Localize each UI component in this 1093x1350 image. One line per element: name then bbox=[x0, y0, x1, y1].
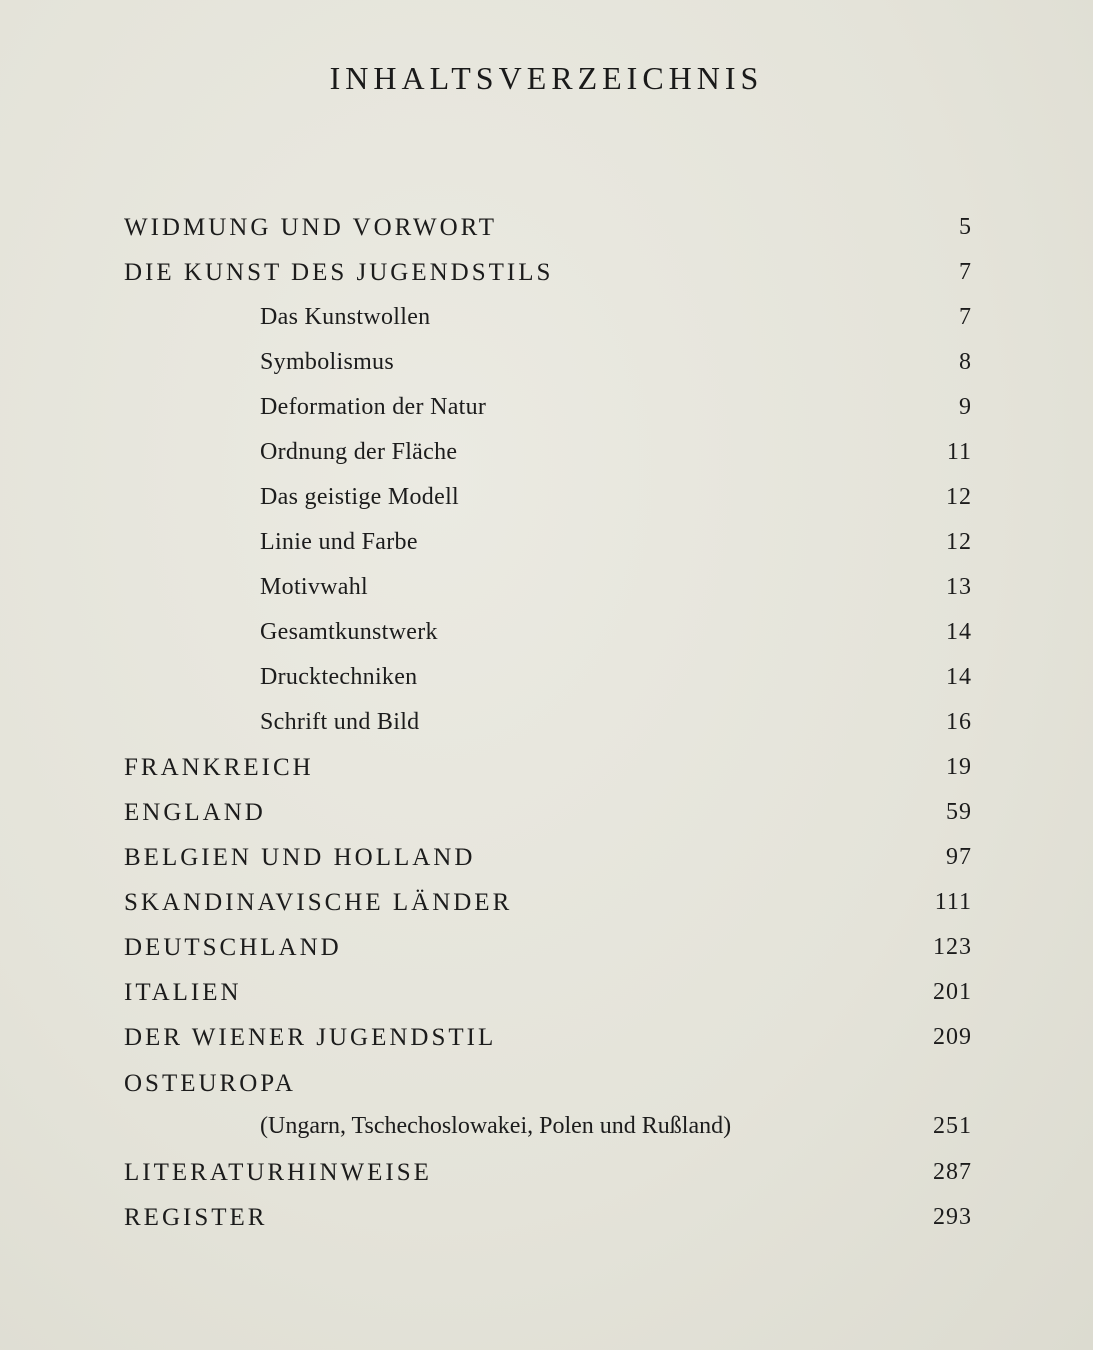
toc-entry-label: LITERATURHINWEISE bbox=[124, 1158, 432, 1186]
toc-entry-page: 19 bbox=[946, 754, 972, 780]
toc-subentry-label: Das Kunstwollen bbox=[260, 304, 431, 330]
toc-entry-sublabel: (Ungarn, Tschechoslowakei, Polen und Rußland) bbox=[260, 1113, 732, 1139]
toc-subentry-label: Schrift und Bild bbox=[260, 709, 420, 735]
toc-entry bbox=[124, 250, 972, 295]
toc-entry bbox=[124, 970, 972, 1015]
toc-subentry bbox=[124, 700, 972, 745]
toc-entry-label: BELGIEN UND HOLLAND bbox=[124, 843, 476, 871]
toc-subentry-page: 11 bbox=[946, 439, 972, 465]
toc-subentry bbox=[124, 430, 972, 475]
toc-entry bbox=[124, 880, 972, 925]
toc-subentry bbox=[124, 565, 972, 610]
toc-entry-page: 7 bbox=[959, 259, 972, 285]
toc-entry bbox=[124, 1015, 972, 1060]
toc-entry bbox=[124, 745, 972, 790]
toc-entry-page: 287 bbox=[933, 1159, 972, 1185]
toc-entry-page: 5 bbox=[959, 214, 972, 240]
toc-entry-subline bbox=[124, 1105, 972, 1147]
toc-entry-page: 123 bbox=[933, 934, 972, 960]
toc-subentry-label: Gesamtkunstwerk bbox=[260, 619, 438, 645]
toc-subentry-page: 12 bbox=[946, 484, 972, 510]
toc-entry bbox=[124, 835, 972, 880]
toc-subentry-label: Linie und Farbe bbox=[260, 529, 418, 555]
page-title: INHALTSVERZEICHNIS bbox=[329, 60, 764, 96]
toc-entry-label: FRANKREICH bbox=[124, 753, 314, 781]
toc-subentry-label: Das geistige Modell bbox=[260, 484, 460, 510]
toc-entry-label: DEUTSCHLAND bbox=[124, 933, 342, 961]
table-of-contents bbox=[124, 205, 972, 1240]
toc-entry-page: 293 bbox=[933, 1204, 972, 1230]
toc-entry-label: DIE KUNST DES JUGENDSTILS bbox=[124, 258, 554, 286]
toc-entry bbox=[124, 1195, 972, 1240]
toc-subentry bbox=[124, 655, 972, 700]
toc-entry bbox=[124, 925, 972, 970]
toc-subentry bbox=[124, 340, 972, 385]
toc-entry-label: ITALIEN bbox=[124, 978, 242, 1006]
toc-subentry-page: 14 bbox=[946, 619, 972, 645]
toc-entry-page: 97 bbox=[946, 844, 972, 870]
toc-subentry-label: Ordnung der Fläche bbox=[260, 439, 458, 465]
toc-subentry-label: Drucktechniken bbox=[260, 664, 418, 690]
toc-subentry-page: 9 bbox=[959, 394, 972, 420]
toc-entry-label: DER WIENER JUGENDSTIL bbox=[124, 1023, 497, 1051]
toc-entry-page: 111 bbox=[934, 889, 972, 915]
toc-subentry bbox=[124, 475, 972, 520]
toc-entry bbox=[124, 790, 972, 835]
toc-entry-label: REGISTER bbox=[124, 1203, 268, 1231]
toc-entry-label: WIDMUNG UND VORWORT bbox=[124, 213, 498, 241]
toc-subentry bbox=[124, 610, 972, 655]
toc-entry-two-line bbox=[124, 1060, 972, 1150]
toc-entry-label: SKANDINAVISCHE LÄNDER bbox=[124, 888, 513, 916]
toc-subentry-label: Symbolismus bbox=[260, 349, 394, 375]
toc-subentry bbox=[124, 295, 972, 340]
toc-entry-label: OSTEUROPA bbox=[124, 1070, 296, 1097]
toc-subentry-page: 16 bbox=[946, 709, 972, 735]
toc-subentry-page: 14 bbox=[946, 664, 972, 690]
toc-subentry bbox=[124, 385, 972, 430]
toc-entry bbox=[124, 1150, 972, 1195]
toc-subentry-page: 8 bbox=[959, 349, 972, 375]
toc-entry bbox=[124, 205, 972, 250]
toc-subentry-page: 12 bbox=[946, 529, 972, 555]
toc-subentry-label: Deformation der Natur bbox=[260, 394, 487, 420]
toc-subentry-label: Motivwahl bbox=[260, 574, 369, 600]
toc-entry-page: 251 bbox=[933, 1113, 972, 1139]
toc-entry-page: 59 bbox=[946, 799, 972, 825]
toc-subentry-page: 13 bbox=[946, 574, 972, 600]
toc-subentry bbox=[124, 520, 972, 565]
toc-subentry-page: 7 bbox=[959, 304, 972, 330]
toc-entry-page: 209 bbox=[933, 1024, 972, 1050]
toc-entry-page: 201 bbox=[933, 979, 972, 1005]
toc-entry-label: ENGLAND bbox=[124, 798, 266, 826]
